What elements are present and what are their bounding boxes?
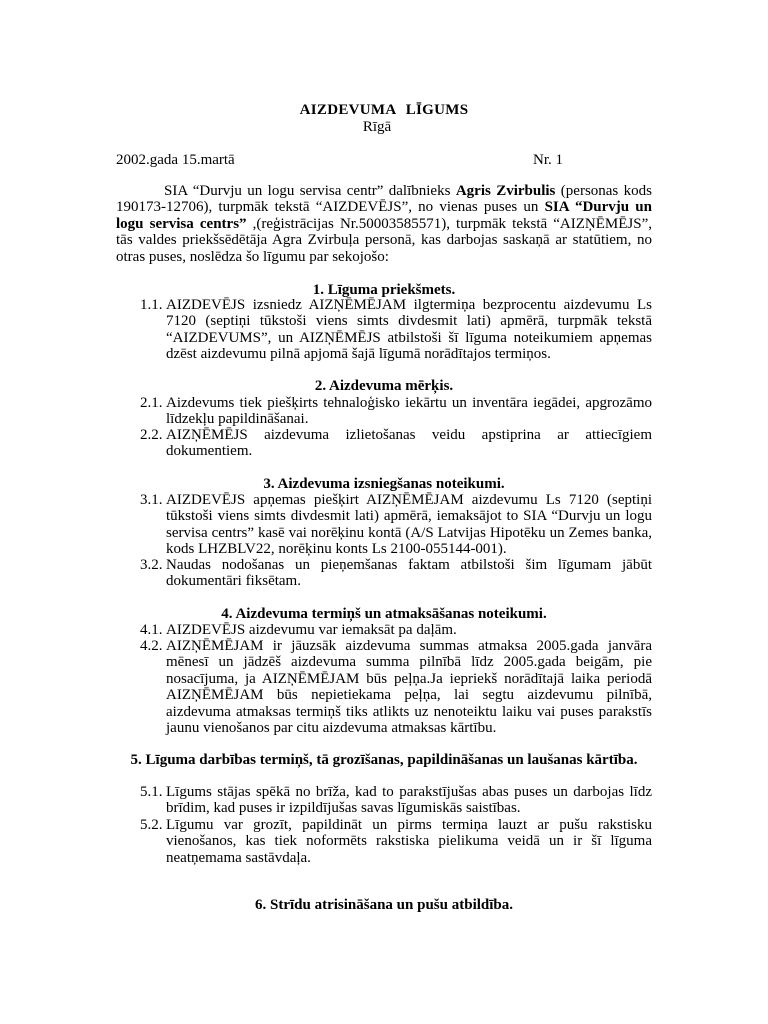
clause-4-1 [116, 622, 652, 638]
clause-4-2 [116, 638, 652, 736]
section-heading-2: 2. Aizdevuma mērķis. [314, 378, 454, 394]
contract-date: 2002.gada 15.martā [116, 152, 235, 168]
clause-number: 2.2. [140, 427, 163, 443]
intro-text-3: ,(reģistrācijas Nr.50003585571), turpmāk tekstā “AIZŅĒMĒJS”, tās valdes priekšsēdētāja Agra Zvirbuļa personā, kas darbojas saskaņā ar statūtiem, no otras puses, noslēdza šo līgumu par sekojošo: [116, 215, 652, 265]
intro-lender-name: Agris Zvirbulis [455, 183, 556, 199]
clause-number: 2.1. [140, 395, 163, 411]
clause-2-1 [116, 395, 652, 428]
clause-text: Līgumu var grozīt, papildināt un pirms termiņa lauzt ar pušu rakstisku vienošanos, kas tiek noformēts rakstiska pielikuma veidā un ir šī līguma neatņemama sastāvdaļa. [166, 817, 652, 866]
clause-number: 1.1. [140, 297, 163, 313]
clause-3-2 [116, 557, 652, 590]
clause-text: Aizdevums tiek piešķirts tehnaloģisko iekārtu un inventāra iegādei, apgrozāmo līdzekļu papildināšanai. [166, 395, 652, 428]
contract-number: Nr. 1 [533, 152, 563, 168]
clause-2-2 [116, 427, 652, 460]
clause-text: AIZDEVĒJS aizdevumu var iemaksāt pa daļām. [166, 622, 457, 638]
clause-number: 5.2. [140, 817, 163, 833]
clause-3-1 [116, 492, 652, 558]
section-heading-4: 4. Aizdevuma termiņš un atmaksāšanas noteikumi. [221, 606, 547, 622]
intro-paragraph [116, 183, 652, 265]
section-heading-6: 6. Strīdu atrisināšana un pušu atbildība. [254, 897, 514, 913]
clause-text: AIZDEVĒJS izsniedz AIZŅĒMĒJAM ilgtermiņa bezprocentu aizdevumu Ls 7120 (septiņi tūkstoši viens simts divdesmit lati) apmērā, turpmāk tekstā “AIZDEVUMS”, un AIZŅĒMĒJS atbilstoši šī līguma noteikumiem apņemas dzēst aizdevumu pilnā apjomā šajā līgumā norādītajos termiņos. [166, 297, 652, 363]
clause-text: AIZDEVĒJS apņemas piešķirt AIZŅĒMĒJAM aizdevumu Ls 7120 (septiņi tūkstoši viens simts divdesmit lati) apmērā, iemaksājot to SIA “Durvju un logu servisa centrs” kasē vai norēķinu kontā (A/S Latvijas Hipotēku un Zemes banka, kods LHZBLV22, norēķinu konts Ls 2100-055144-001). [166, 492, 652, 558]
clause-1-1 [116, 297, 652, 363]
section-heading-1: 1. Līguma priekšmets. [312, 282, 456, 298]
intro-text-2: (personas kods 190173-12706), turpmāk tekstā “AIZDEVĒJS”, no vienas puses un [116, 183, 652, 216]
clause-number: 3.1. [140, 492, 163, 508]
clause-5-1 [116, 784, 652, 817]
clause-5-2 [116, 817, 652, 866]
intro-borrower-name: SIA “Durvju un logu servisa centrs” [116, 199, 652, 232]
clause-number: 5.1. [140, 784, 163, 800]
section-heading-3: 3. Aizdevuma izsniegšanas noteikumi. [263, 476, 505, 492]
section-heading-5: 5. Līguma darbības termiņš, tā grozīšanas, papildināšanas un laušanas kārtība. [130, 752, 638, 768]
intro-text-1: SIA “Durvju un logu servisa centr” dalībnieks [164, 183, 456, 199]
clause-text: AIZŅĒMĒJS aizdevuma izlietošanas veidu apstiprina ar attiecīgiem dokumentiem. [166, 427, 652, 460]
clause-text: Līgums stājas spēkā no brīža, kad to parakstījušas abas puses un darbojas līdz brīdim, kad puses ir izpildījušas savas līgumiskās saistības. [166, 784, 652, 817]
clause-number: 4.2. [140, 638, 163, 654]
clause-number: 4.1. [140, 622, 163, 638]
document-title: AIZDEVUMA LĪGUMS [299, 102, 469, 118]
clause-text: AIZŅĒMĒJAM ir jāuzsāk aizdevuma summas atmaksa 2005.gada janvāra mēnesī un jādzēš aizdevuma summa pilnībā līdz 2005.gada beigām, pie nosacījuma, ja AIZŅĒMĒJAM būs peļņa.Ja iepriekš norādītajā laika periodā AIZŅĒMĒJAM būs nepietiekama peļņa, lai segtu aizdevumu pilnībā, aizdevuma atmaksas termiņš tiks atlikts uz nenoteiktu laiku vai puses parakstīs jaunu vienošanos par citu aizdevuma atmaksas kārtību. [166, 638, 652, 737]
document-city: Rīgā [362, 119, 392, 135]
clause-number: 3.2. [140, 557, 163, 573]
clause-text: Naudas nodošanas un pieņemšanas faktam atbilstoši šim līgumam jābūt dokumentāri fiksētam. [166, 557, 652, 590]
